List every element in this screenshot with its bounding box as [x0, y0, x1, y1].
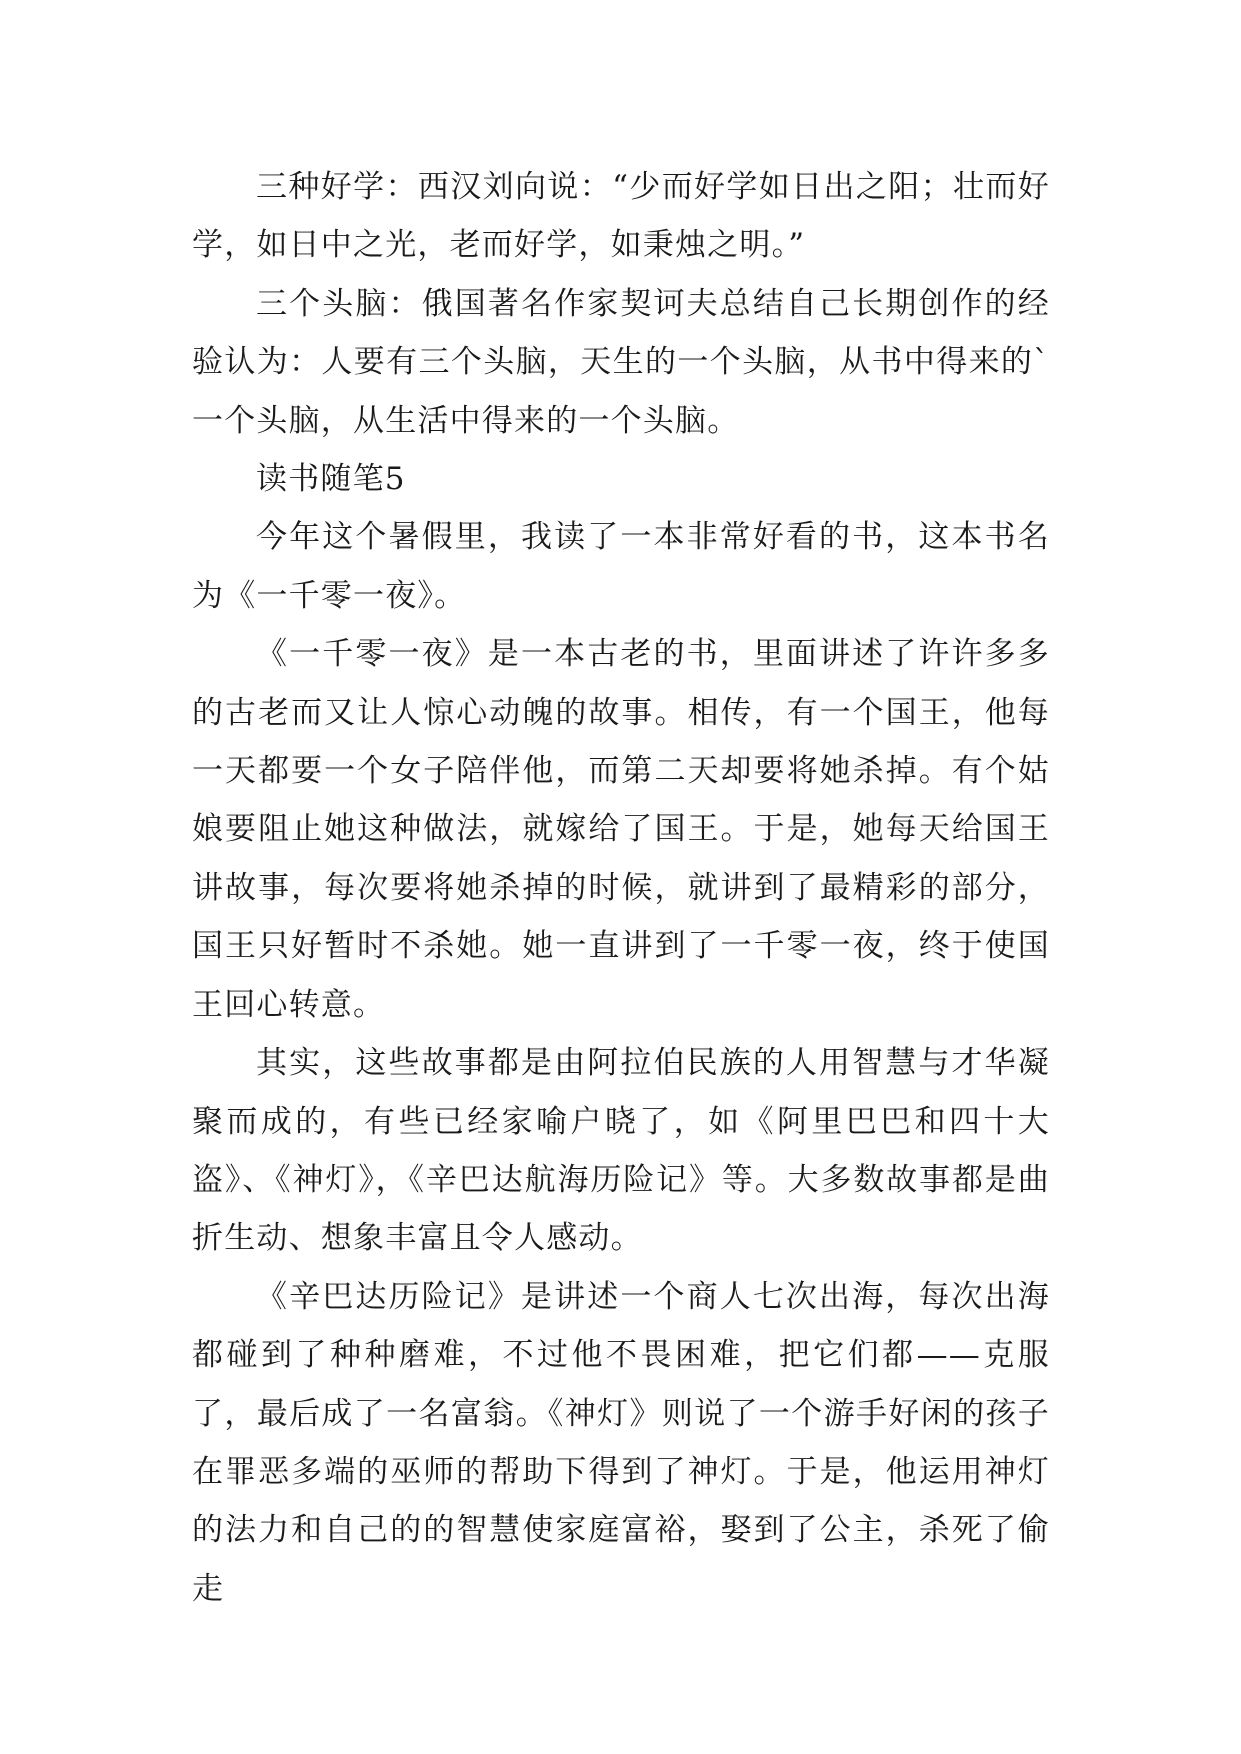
section-title: 读书随笔5	[256, 461, 406, 498]
paragraph-three-minds: 三个头脑：俄国著名作家契诃夫总结自己长期创作的经验认为：人要有三个头脑，天生的一个头脑，从书中得来的`一个头脑，从生活中得来的一个头脑。	[192, 285, 1050, 439]
paragraph-book-story: 《一千零一夜》是一本古老的书，里面讲述了许许多多的古老而又让人惊心动魄的故事。相传，有一个国王，他每一天都要一个女子陪伴他，而第二天却要将她杀掉。有个姑娘要阻止她这种做法，就嫁给了国王。于是，她每天给国王讲故事，每次要将她杀掉的时候，就讲到了最精彩的部分，国王只好暂时不杀她。她一直讲到了一千零一夜，终于使国王回心转意。	[192, 636, 1050, 1023]
paragraph-summer-reading: 今年这个暑假里，我读了一本非常好看的书，这本书名为《一千零一夜》。	[192, 519, 1050, 614]
paragraph-sinbad-lamp: 《辛巴达历险记》是讲述一个商人七次出海，每次出海都碰到了种种磨难，不过他不畏困难，把它们都——克服了，最后成了一名富翁。《神灯》则说了一个游手好闲的孩子在罪恶多端的巫师的帮助下得到了神灯。于是，他运用神灯的法力和自己的的智慧使家庭富裕，娶到了公主，杀死了偷走	[192, 1278, 1050, 1607]
paragraph-three-kinds-of-learning: 三种好学：西汉刘向说：“少而好学如日出之阳；壮而好学，如日中之光，老而好学，如秉烛之明。”	[192, 169, 1050, 264]
document-body	[192, 158, 1050, 1618]
paragraph-arab-stories: 其实，这些故事都是由阿拉伯民族的人用智慧与才华凝聚而成的，有些已经家喻户晓了，如《阿里巴巴和四十大盗》、《神灯》，《辛巴达航海历险记》等。大多数故事都是曲折生动、想象丰富且令人感动。	[192, 1045, 1050, 1257]
